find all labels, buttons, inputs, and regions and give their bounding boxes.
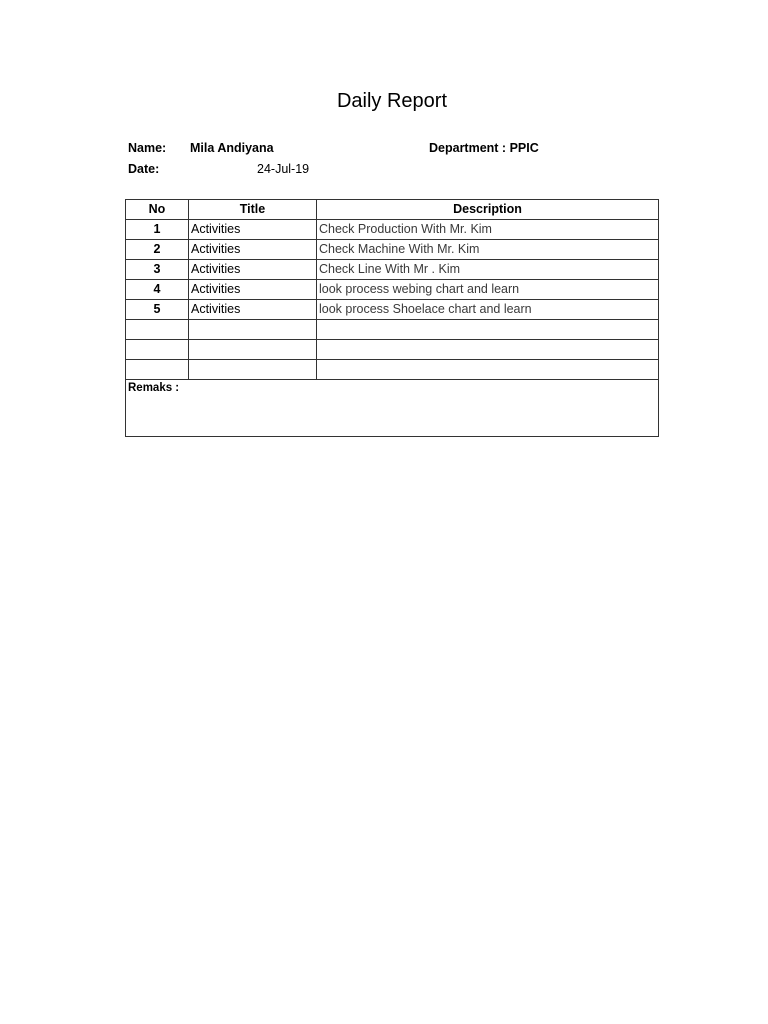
remarks-cell: Remaks : — [126, 380, 659, 437]
table-row — [126, 260, 659, 280]
empty-cell — [126, 360, 189, 380]
row-title: Activities — [189, 300, 317, 320]
table-row — [126, 220, 659, 240]
empty-cell — [126, 320, 189, 340]
table-row — [126, 280, 659, 300]
row-title: Activities — [189, 220, 317, 240]
empty-table-row — [126, 340, 659, 360]
row-no: 5 — [126, 300, 189, 320]
row-description: Check Production With Mr. Kim — [317, 220, 659, 240]
empty-table-row — [126, 320, 659, 340]
empty-cell — [317, 320, 659, 340]
table-row — [126, 300, 659, 320]
table-header-row — [126, 200, 659, 220]
row-no: 2 — [126, 240, 189, 260]
report-table — [125, 199, 659, 437]
table-row — [126, 240, 659, 260]
row-description: look process webing chart and learn — [317, 280, 659, 300]
empty-cell — [189, 320, 317, 340]
row-title: Activities — [189, 280, 317, 300]
row-title: Activities — [189, 240, 317, 260]
empty-table-row — [126, 360, 659, 380]
name-value: Mila Andiyana — [190, 141, 274, 155]
row-no: 1 — [126, 220, 189, 240]
empty-cell — [126, 340, 189, 360]
empty-cell — [189, 360, 317, 380]
header-title: Title — [189, 200, 317, 220]
empty-cell — [317, 340, 659, 360]
row-title: Activities — [189, 260, 317, 280]
department-label: Department : PPIC — [429, 141, 539, 155]
empty-cell — [189, 340, 317, 360]
row-no: 3 — [126, 260, 189, 280]
remarks-row — [126, 380, 659, 437]
header-no: No — [126, 200, 189, 220]
row-description: Check Machine With Mr. Kim — [317, 240, 659, 260]
name-label: Name: — [128, 141, 167, 155]
page-title: Daily Report — [336, 90, 448, 112]
row-no: 4 — [126, 280, 189, 300]
header-description: Description — [317, 200, 659, 220]
date-label: Date: — [128, 162, 160, 176]
row-description: look process Shoelace chart and learn — [317, 300, 659, 320]
date-value: 24-Jul-19 — [257, 162, 310, 176]
row-description: Check Line With Mr . Kim — [317, 260, 659, 280]
empty-cell — [317, 360, 659, 380]
